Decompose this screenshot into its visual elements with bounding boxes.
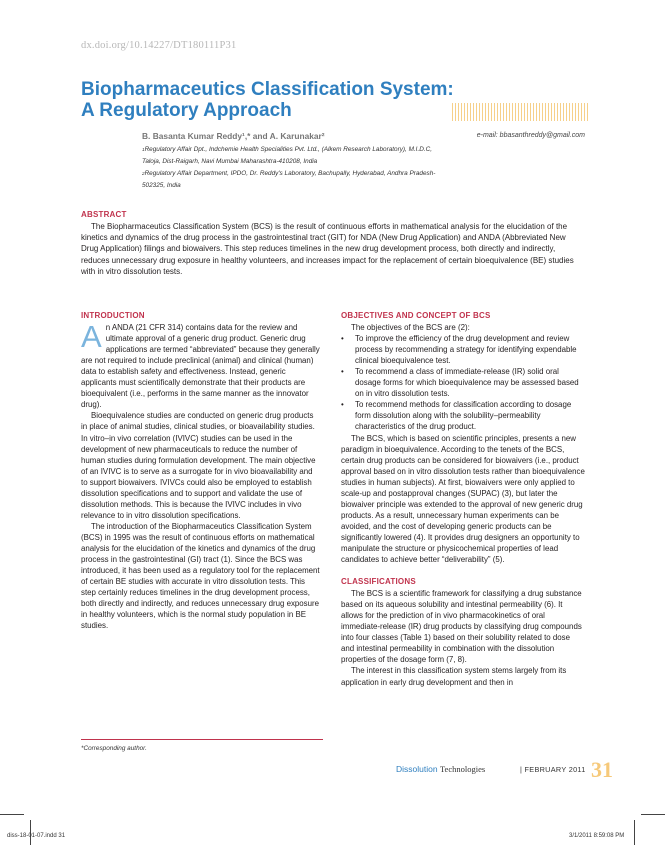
introduction-paragraph-1 (81, 319, 321, 410)
crop-mark (0, 814, 24, 815)
page-number: 31 (591, 757, 613, 782)
crop-mark (634, 820, 635, 845)
author-email: e-mail: bbasanthreddy@gmail.com (476, 132, 585, 139)
issue-date: | FEBRUARY 2011 (520, 765, 586, 774)
crop-mark (641, 814, 665, 815)
affiliations (142, 144, 442, 192)
left-column (81, 310, 321, 631)
affiliation-text: Regulatory Affair Dpt., Indchemie Health Specialities Pvt. Ltd., (Alkem Research Laboratory), M.I.D.C, Taloja, Dist-Raigarh, Navi Mumbai Maharashtra-410208, India (142, 146, 433, 165)
affiliation-mark: 1 (142, 147, 145, 152)
journal-name-part-2: Technologies (439, 764, 486, 774)
author-line: B. Basanta Kumar Reddy¹,* and A. Karunakar² (142, 131, 325, 141)
introduction-heading: INTRODUCTION (81, 311, 145, 320)
list-item: • To recommend methods for classification according to dosage form dissolution along with the solubility–permeability characteristics of the drug product. (341, 399, 585, 432)
footnote: *Corresponding author. (81, 745, 147, 752)
affiliation-1 (142, 144, 442, 168)
list-item: • To recommend a class of immediate-release (IR) solid oral dosage forms for which bioequivalence may be assessed based on in vitro dissolution tests. (341, 366, 585, 399)
introduction-paragraph-1-text: n ANDA (21 CFR 314) contains data for the review and ultimate approval of a generic drug product. Generic drug applications are termed “abbreviated” because they generally are not required to include preclinical (animal) and clinical (human) data to establish safety and effectiveness. Instead, generic applicants must scientifically demonstrate that their products are bioequivalent (i.e., performs in the same manner as the innovator drug). (81, 323, 320, 410)
journal-name (396, 764, 485, 774)
slug-filename: diss-18-01-07.indd 31 (7, 833, 66, 839)
objectives-intro: The objectives of the BCS are (2): (351, 323, 470, 333)
affiliation-2 (142, 168, 442, 192)
affiliation-mark: 2 (142, 171, 145, 176)
slug-timestamp: 3/1/2011 8:59:08 PM (569, 833, 625, 839)
objectives-list (341, 333, 585, 432)
introduction-paragraph-3: The introduction of the Biopharmaceutics Classification System (BCS) in 1995 was the result of continuous efforts on mathematical analysis for the elucidation of the kinetics and dynamics of the drug process in the gastrointestinal (GI) tract (1). Since the BCS was introduced, it has been used as a regulatory tool for the replacement of certain BE studies with accurate in vitro dissolution tests. This step certainly reduces timelines in the drug development process, both directly and indirectly, and reduces unnecessary drug exposure in healthy volunteers, which is the normal study population in BE studies. (81, 521, 320, 631)
abstract-heading: ABSTRACT (81, 210, 127, 219)
right-column (341, 310, 585, 688)
drop-cap: A (81, 319, 102, 355)
list-item: • To improve the efficiency of the drug development and review process by recommending a strategy for identifying expendable clinical bioequivalence test. (341, 333, 585, 366)
objectives-heading: OBJECTIVES AND CONCEPT OF BCS (341, 311, 491, 320)
classifications-heading: CLASSIFICATIONS (341, 577, 416, 587)
affiliation-text: Regulatory Affair Department, IPDO, Dr. Reddy's Laboratory, Bachupally, Hyderabad, Andhra Pradesh-502325, India (142, 170, 436, 189)
classifications-paragraph-1: The BCS is a scientific framework for classifying a drug substance based on its aqueous solubility and intestinal permeability (6). It allows for the prediction of in vivo pharmacokinetics of oral immediate-release (IR) drug products by classifying drug compounds into four classes (Table 1) based on their solubility related to dose and intestinal permeability in combination with the dissolution properties of the dosage form (7, 8). (341, 589, 582, 665)
section-gap (341, 565, 585, 576)
journal-name-part-1: Dissolution (396, 764, 438, 774)
footnote-rule (81, 739, 323, 740)
classifications-paragraph-2: The interest in this classification system stems largely from its application in early drug development and then in (341, 666, 567, 687)
decorative-stripe (452, 103, 588, 121)
article-title: Biopharmaceutics Classification System: A Regulatory Approach (81, 79, 454, 121)
abstract-text: The Biopharmaceutics Classification System (BCS) is the result of continuous efforts in mathematical analysis for the elucidation of the kinetics and dynamics of the drug process in the gastrointestinal tract (GIT) for NDA (New Drug Application) and ANDA (Abbreviated New Drug Application) filings and biowaivers. This step reduces timelines in the new drug development process, both directly and indirectly, reduces unnecessary drug exposure in healthy volunteers, and increases impact for the replacement of certain bioequivalence (BE) studies with in vitro dissolution tests. (81, 222, 574, 276)
doi-line: dx.doi.org/10.14227/DT180111P31 (81, 40, 237, 51)
objectives-paragraph: The BCS, which is based on scientific principles, presents a new paradigm in bioequivalence. According to the tenets of the BCS, certain drug products can be considered for biowaivers (i.e., product approval based on in vitro dissolution tests rather than bioequivalence studies in human subjects). At first, biowaivers were only applied to scale-up and postapproval changes (SUPAC) (3), but later the biowaiver principle was extended to the approval of new generic drug products. As a result, unnecessary human experiments can be avoided, and the cost of developing generic products can be significantly lowered (4). It provides drug designers an opportunity to manipulate the structure or physicochemical properties of lead candidates to achieve better “deliverability” (5). (341, 433, 585, 565)
introduction-paragraph-2: Bioequivalence studies are conducted on generic drug products in place of animal studies, clinical studies, or bioavailability studies. In vitro–in vivo correlation (IVIVC) studies can be used in the development of new pharmaceuticals to reduce the number of human studies during formulation development. The main objective of an IVIVC is to serve as a surrogate for in vivo bioavailability and to support biowaivers. IVIVCs could also be employed to establish dissolution specifications and to support and validate the use of dissolution methods. This is because the IVIVC includes in vivo relevance to in vitro dissolution specifications. (81, 411, 316, 520)
